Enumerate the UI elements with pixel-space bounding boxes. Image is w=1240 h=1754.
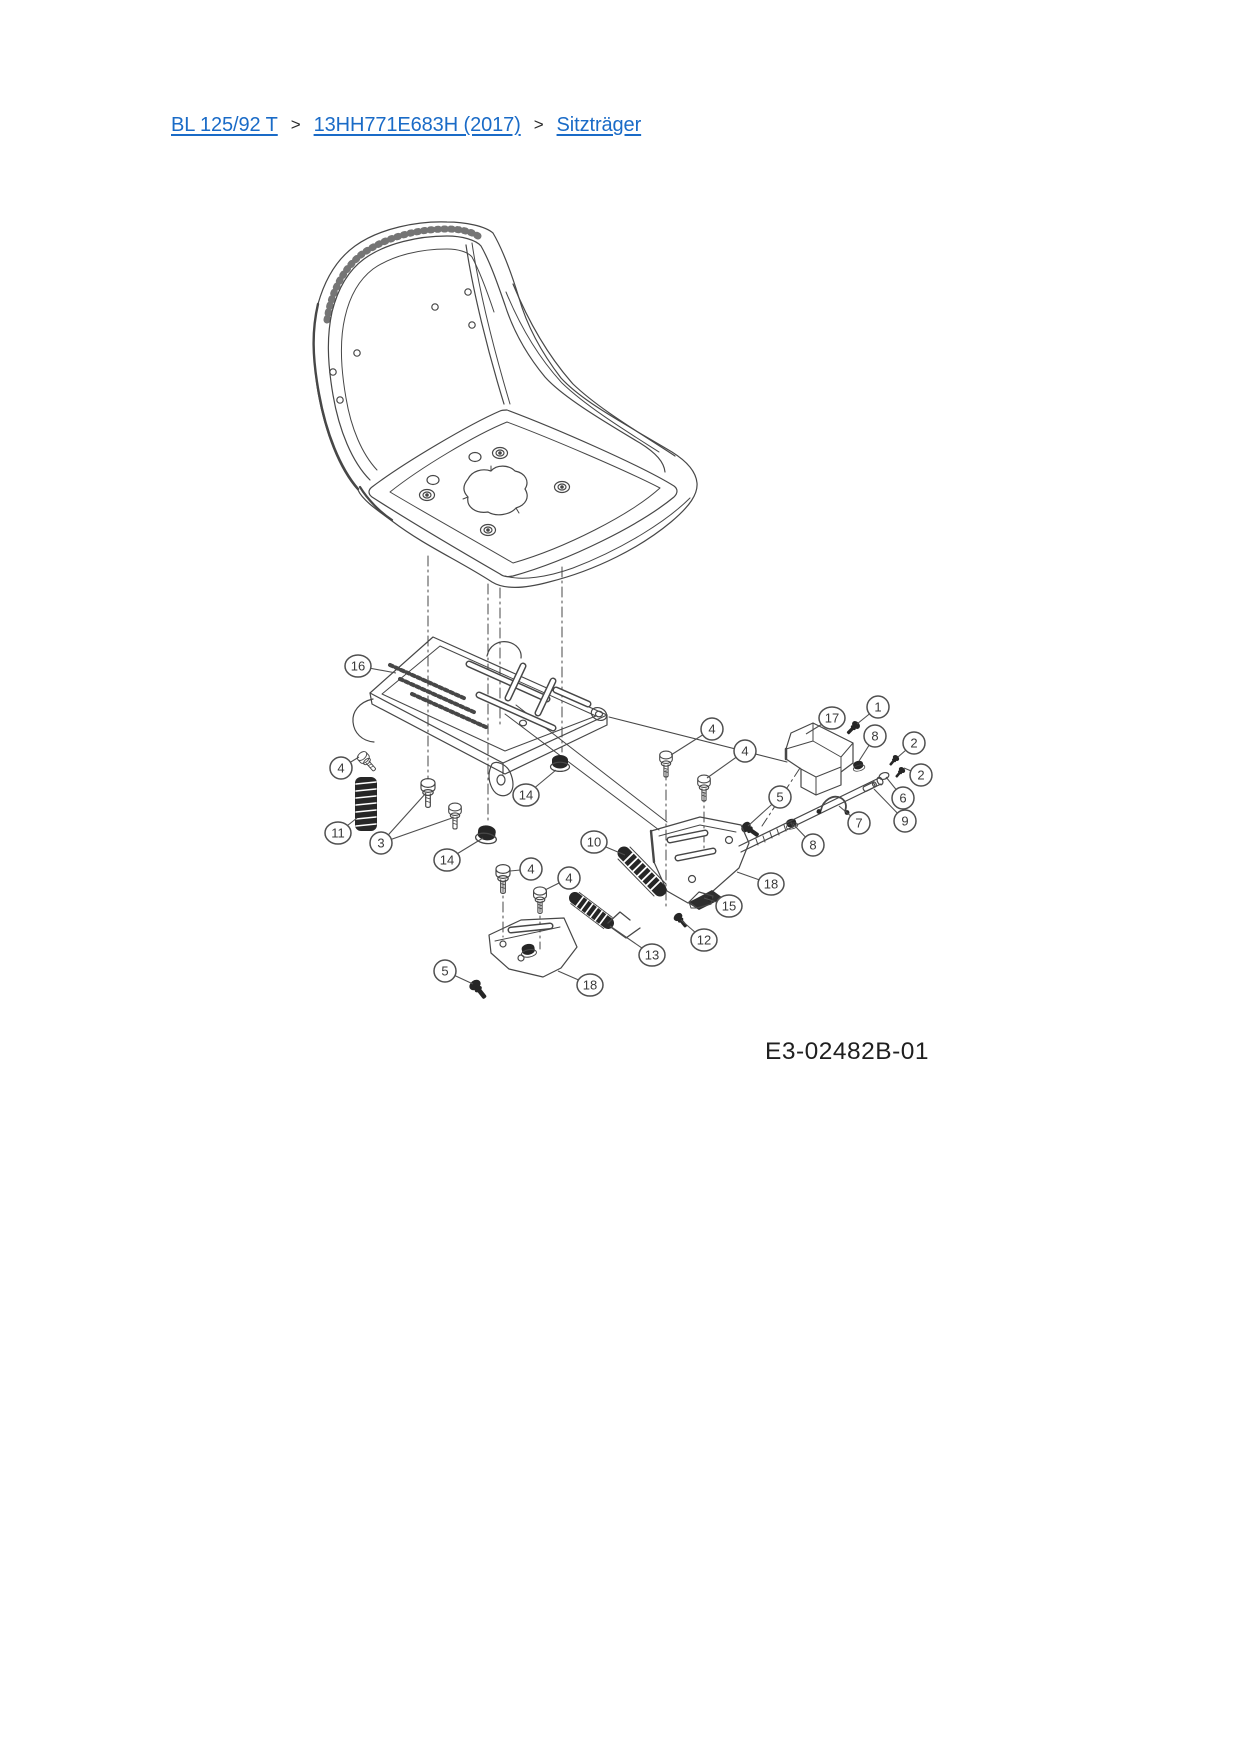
callout-5 — [769, 786, 791, 808]
callout-9 — [894, 810, 916, 832]
callout-4 — [558, 867, 580, 889]
callout-2 — [903, 732, 925, 754]
callout-2 — [910, 764, 932, 786]
svg-text:4: 4 — [708, 721, 716, 737]
spring-11 — [355, 777, 377, 831]
svg-text:15: 15 — [721, 898, 737, 914]
callout-3 — [370, 832, 392, 854]
svg-text:4: 4 — [527, 861, 535, 877]
svg-text:5: 5 — [441, 963, 449, 979]
callout-4 — [701, 718, 723, 740]
breadcrumb-link-assembly[interactable]: Sitzträger — [556, 114, 642, 136]
svg-text:13: 13 — [644, 947, 660, 963]
callout-11 — [325, 822, 351, 844]
seat-plate — [350, 637, 609, 796]
svg-text:1: 1 — [874, 699, 882, 715]
svg-text:17: 17 — [824, 710, 840, 726]
breadcrumb-separator: > — [290, 115, 301, 134]
callout-16 — [345, 655, 371, 677]
callout-18 — [577, 974, 603, 996]
callout-15 — [716, 895, 742, 917]
callout-1 — [867, 696, 889, 718]
svg-text:14: 14 — [439, 852, 455, 868]
callout-14 — [434, 849, 460, 871]
svg-text:4: 4 — [565, 870, 573, 886]
svg-text:5: 5 — [776, 789, 784, 805]
callout-4 — [734, 740, 756, 762]
callout-14 — [513, 784, 539, 806]
svg-text:8: 8 — [871, 728, 879, 744]
svg-text:16: 16 — [350, 658, 366, 674]
svg-text:11: 11 — [331, 825, 345, 841]
svg-text:4: 4 — [741, 743, 749, 759]
callout-8 — [864, 725, 886, 747]
breadcrumb-link-model[interactable]: BL 125/92 T — [171, 114, 278, 136]
breadcrumb-separator: > — [533, 115, 544, 134]
bracket-17 — [786, 723, 853, 795]
svg-text:2: 2 — [917, 767, 925, 783]
svg-text:18: 18 — [582, 977, 598, 993]
svg-text:4: 4 — [337, 760, 345, 776]
callout-18 — [758, 873, 784, 895]
breadcrumb-link-article[interactable]: 13HH771E683H (2017) — [313, 114, 521, 136]
callout-6 — [892, 787, 914, 809]
svg-text:7: 7 — [855, 815, 863, 831]
callout-7 — [848, 812, 870, 834]
seat-shell — [314, 222, 698, 587]
svg-text:10: 10 — [586, 834, 602, 850]
callout-circles — [325, 655, 932, 996]
callout-8 — [802, 834, 824, 856]
spring-13 — [571, 892, 640, 938]
callout-12 — [691, 929, 717, 951]
callout-5 — [434, 960, 456, 982]
callout-13 — [639, 944, 665, 966]
svg-text:2: 2 — [910, 735, 918, 751]
callout-10 — [581, 831, 607, 853]
svg-text:8: 8 — [809, 837, 817, 853]
diagram-code-label: E3-02482B-01 — [765, 1038, 930, 1065]
clamp-7 — [817, 797, 850, 815]
svg-text:12: 12 — [696, 932, 712, 948]
callout-4 — [330, 757, 352, 779]
svg-text:14: 14 — [518, 787, 534, 803]
callout-17 — [819, 707, 845, 729]
svg-text:3: 3 — [377, 835, 385, 851]
svg-text:18: 18 — [763, 876, 779, 892]
svg-text:6: 6 — [899, 790, 907, 806]
svg-text:9: 9 — [901, 813, 909, 829]
callout-4 — [520, 858, 542, 880]
